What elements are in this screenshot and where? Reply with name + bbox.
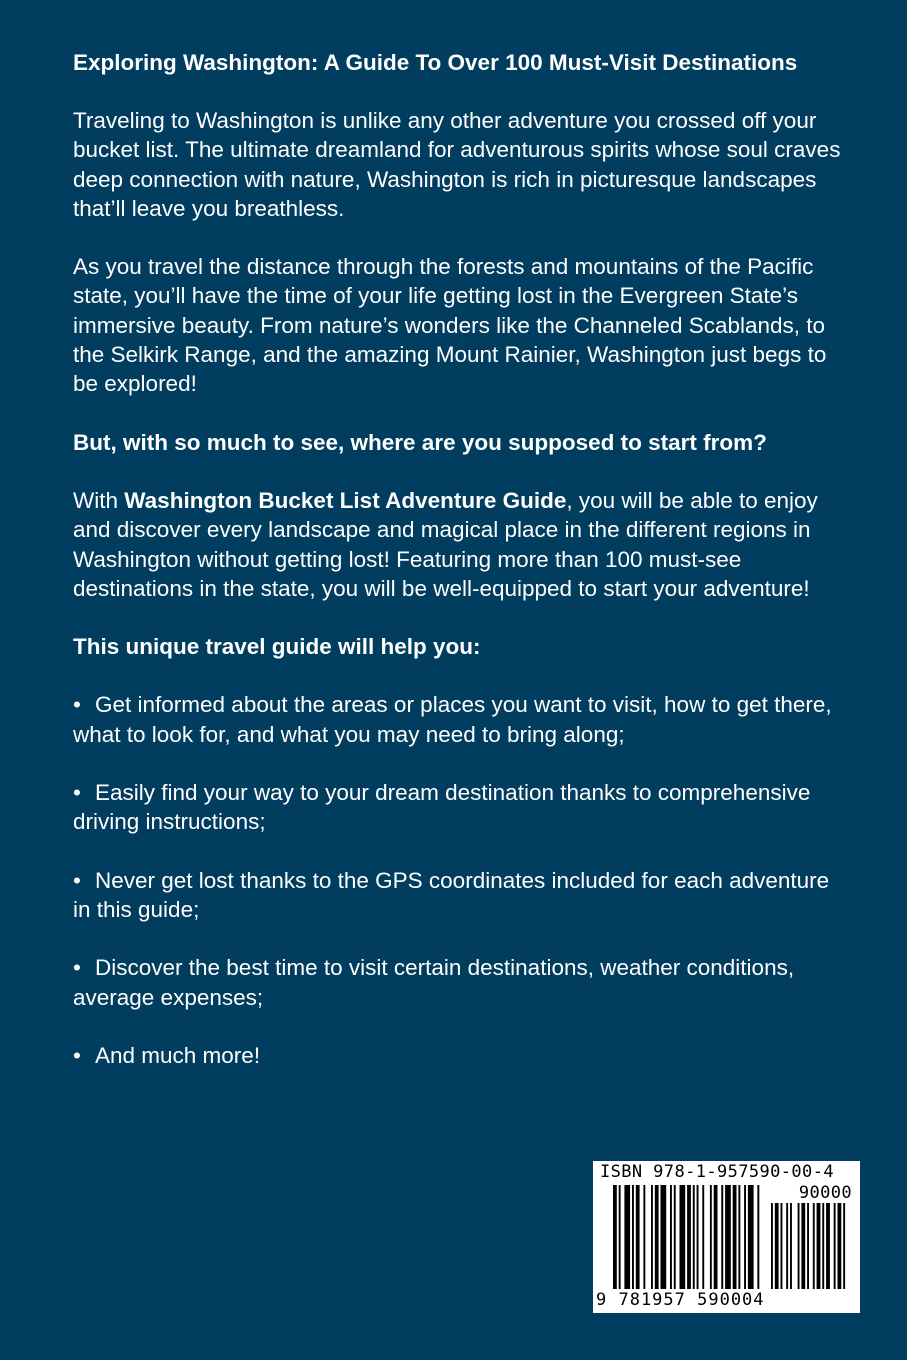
ean-digits: 9 781957 590004 [596,1290,765,1310]
barcode-addon-bar [771,1203,773,1289]
barcode-bar [757,1185,759,1289]
bullet-text: Discover the best time to visit certain destinations, weather conditions, average expenses; [73,955,795,1010]
price-code: 90000 [798,1183,852,1203]
barcode-bar [674,1185,676,1289]
barcode-addon-bar [801,1203,805,1289]
guide-paragraph-after: , you will be able to enjoy and discover every landscape and magical place in the different regions in Washington without getting lost! Featuring more than 100 must-see destinations in the state, you will be well-equipped to start your adventure! [73,487,818,601]
isbn-barcode [593,1161,860,1313]
barcode-bar [651,1185,653,1289]
barcode-bar [697,1185,699,1289]
isbn-number: ISBN 978-1-957590-00-4 [600,1162,834,1182]
barcode-bar [721,1185,723,1289]
bullet-mark: • [73,692,81,718]
bullet-item [73,690,843,749]
barcode-bar [725,1185,731,1289]
barcode-bar [624,1185,630,1289]
barcode-addon-bar [798,1203,800,1289]
intro-paragraph: Traveling to Washington is unlike any other adventure you crossed off your bucket list. The ultimate dreamland for adventurous spirits whose soul craves deep connection with nature, Washington is rich in picturesque landscapes that’ll leave you breathless. [73,108,841,221]
barcode-bar [693,1185,695,1289]
bullet-mark: • [73,955,81,981]
barcode-addon-bar [781,1203,783,1289]
bullet-text: Easily find your way to your dream destination thanks to comprehensive driving instructions; [73,780,811,835]
barcode-addon-bar [817,1203,821,1289]
barcode-addon-bar [843,1203,845,1289]
barcode-bar [680,1185,686,1289]
barcode-bar [613,1185,617,1289]
bullet-item [73,866,843,925]
barcode-addon-bar [813,1203,815,1289]
cover-title: Exploring Washington: A Guide To Over 100 Must-Visit Destinations [73,50,798,75]
help-heading: This unique travel guide will help you: [73,634,481,660]
barcode-bar [636,1185,640,1289]
barcode-bar [670,1185,672,1289]
barcode-bar [744,1185,746,1289]
guide-paragraph [73,486,843,603]
bullet-item [73,953,843,1012]
bullet-mark: • [73,780,81,806]
barcode-bar [643,1185,645,1289]
barcode-addon-bar [786,1203,788,1289]
barcode-addon-bar [775,1203,779,1289]
bullet-text: And much more! [95,1042,261,1068]
bullet-item [73,778,843,837]
book-name: Washington Bucket List Adventure Guide [124,487,567,513]
barcode-bar [687,1185,691,1289]
barcode-addon-bar [838,1203,842,1289]
barcode-bar [733,1185,737,1289]
barcode-bar [738,1185,740,1289]
barcode-bar [710,1185,712,1289]
barcode-addon-bar [807,1203,809,1289]
barcode-addon-bar [826,1203,830,1289]
description-paragraph: As you travel the distance through the forests and mountains of the Pacific state, you’ll have the time of your life getting lost in the Evergreen State’s immersive beauty. From nature’s wonders like the Channeled Scablands, to the Selkirk Range, and the amazing Mount Rainier, Washington just begs to be explored! [73,254,827,397]
barcode-bar [632,1185,634,1289]
barcode-bar [714,1185,718,1289]
question-heading: But, with so much to see, where are you supposed to start from? [73,429,767,455]
barcode-addon-bar [822,1203,824,1289]
bullet-mark: • [73,1042,81,1068]
barcode-addon-bar [834,1203,836,1289]
bullet-text: Never get lost thanks to the GPS coordinates included for each adventure in this guide; [73,867,830,922]
barcode-addon-bar [790,1203,792,1289]
barcode-bar [619,1185,621,1289]
back-cover-text [73,48,843,1099]
barcode-bar [748,1185,754,1289]
bullet-text: Get informed about the areas or places you want to visit, how to get there, what to look for, and what you may need to bring along; [73,692,832,747]
barcode-bar [661,1185,667,1289]
bullet-item [73,1041,843,1070]
guide-paragraph-before: With [73,487,125,513]
barcode-bar [655,1185,659,1289]
bullet-mark: • [73,867,81,893]
barcode-bar [702,1185,704,1289]
